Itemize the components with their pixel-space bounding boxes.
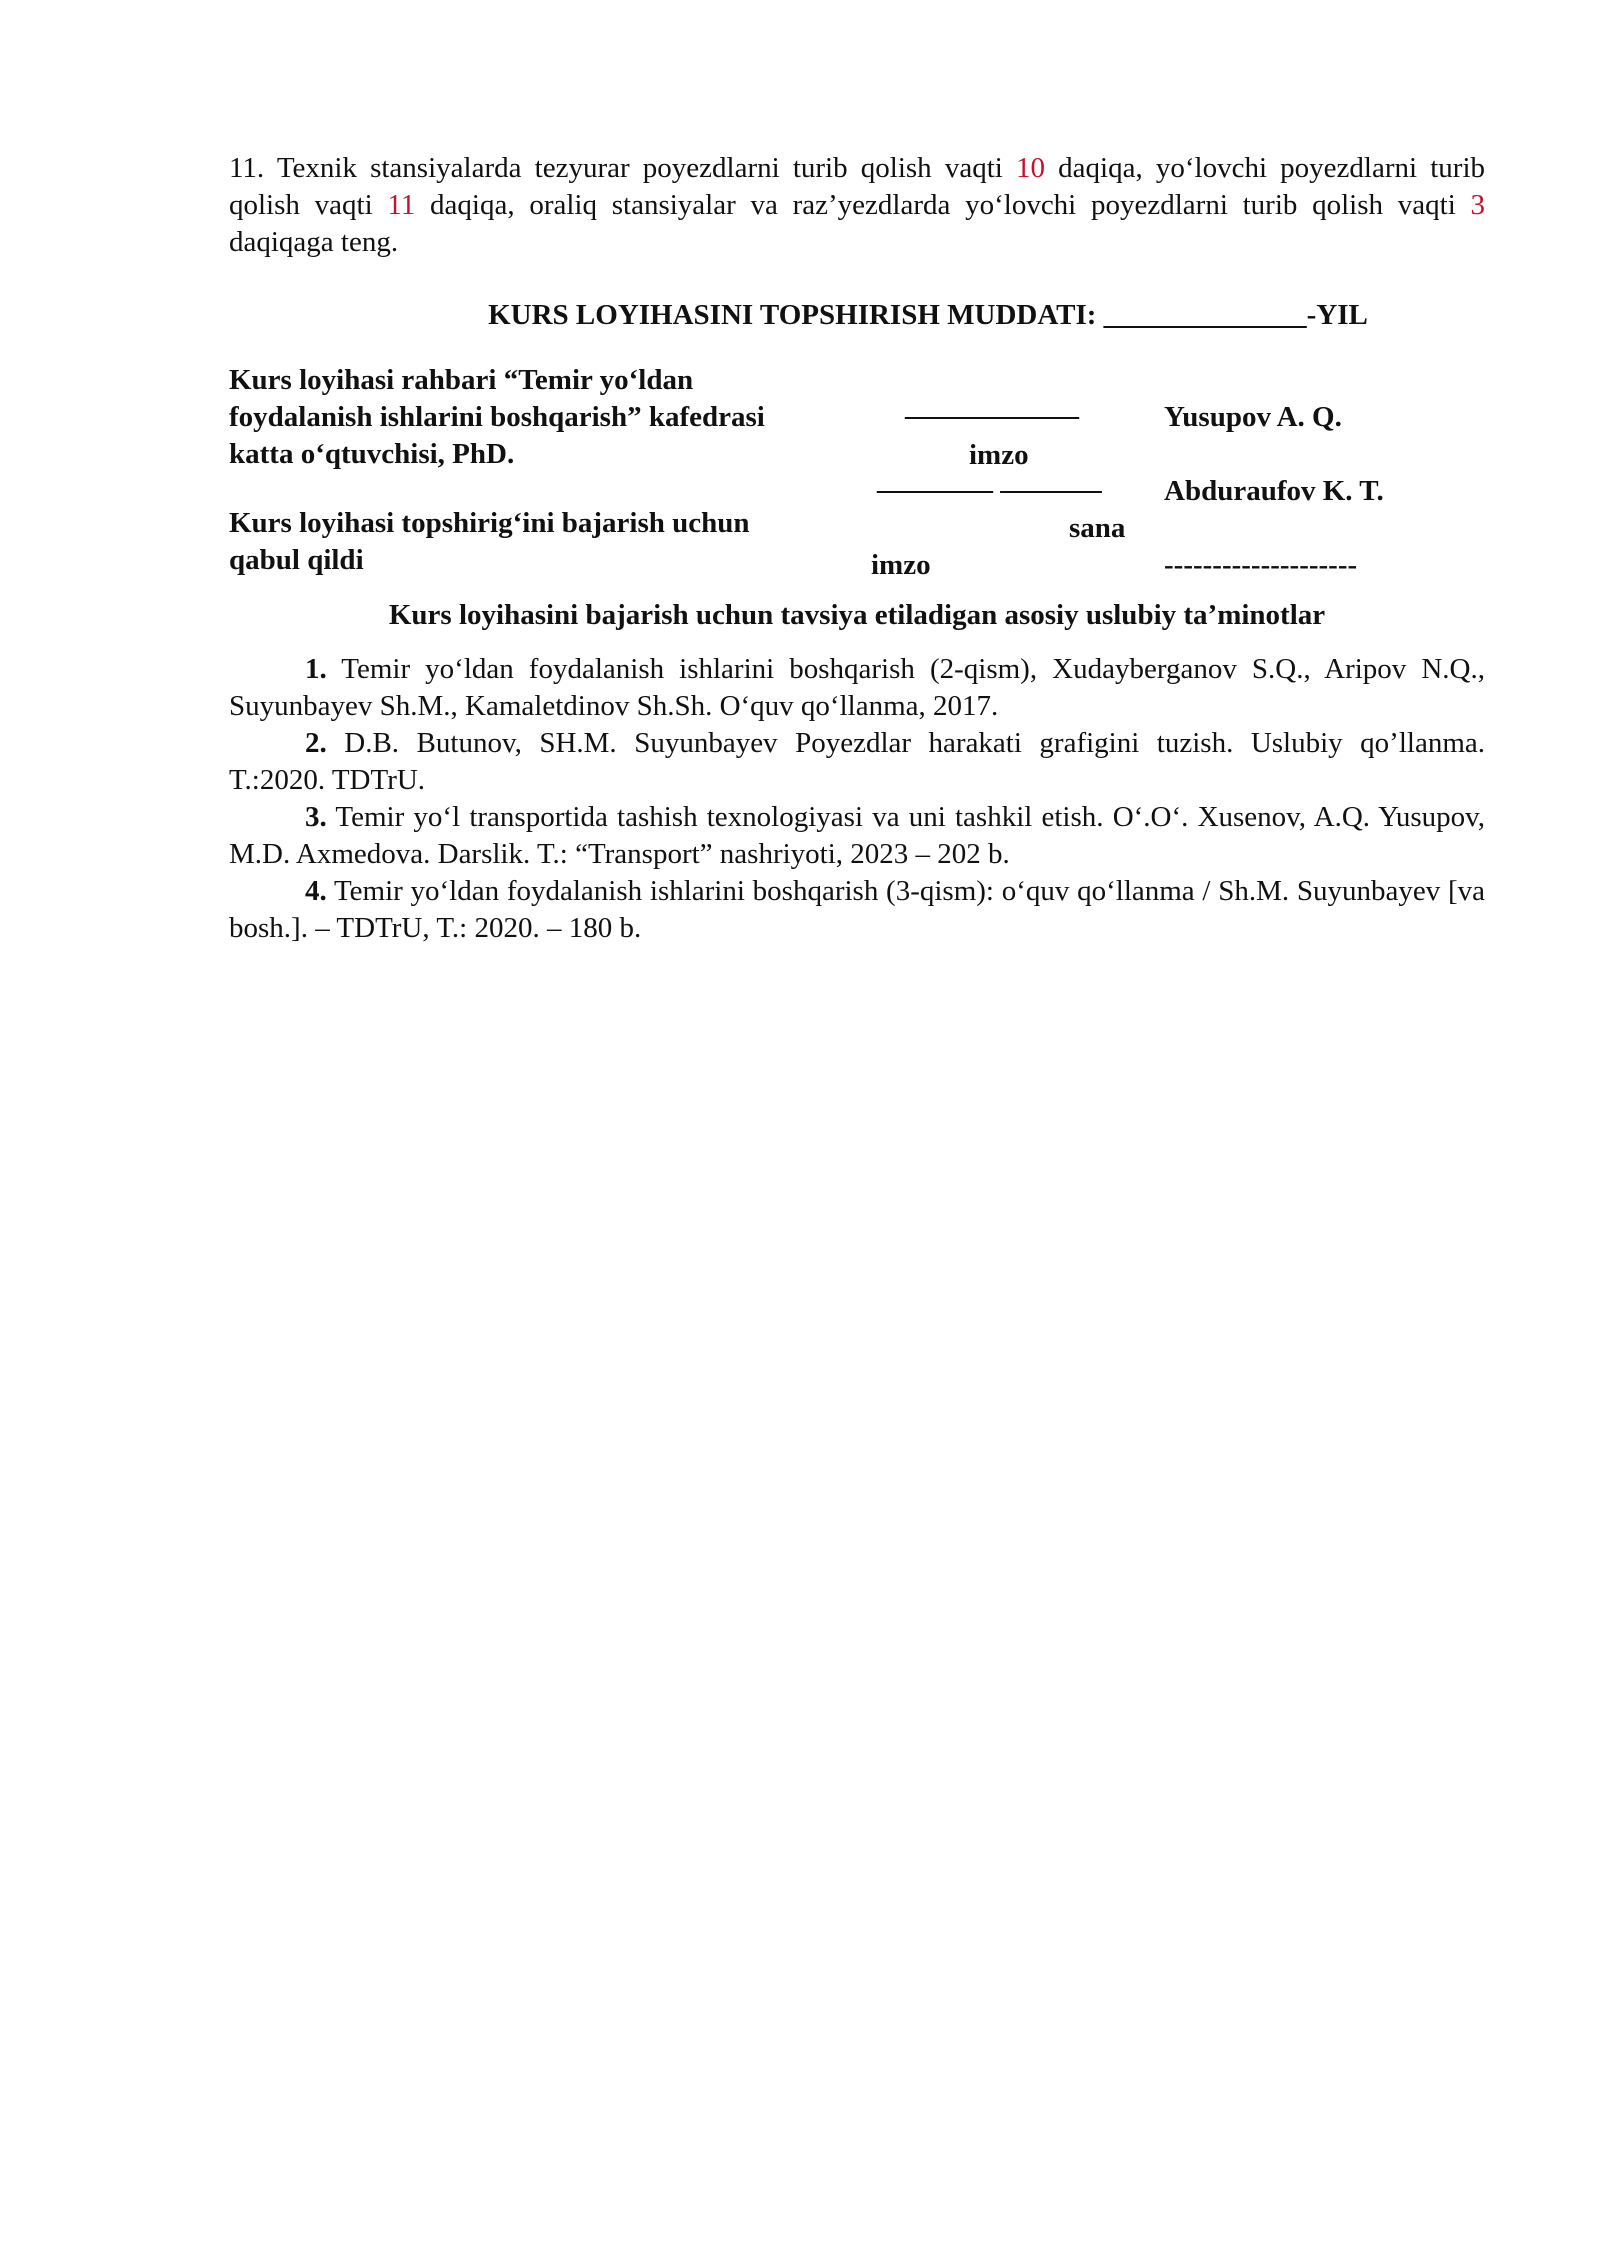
item-11-text: 11. Texnik stansiyalarda tezyurar poyezdlarni turib qolish vaqti bbox=[229, 152, 1016, 184]
reference-text: Temir yo‘ldan foydalanish ishlarini boshqarish (2-qism), Xudayberganov S.Q., Aripov N.Q., Suyunbayev Sh.M., Kamaletdinov Sh.Sh. O‘quv qo‘llanma, 2017. bbox=[229, 653, 1485, 722]
student-signature-line: ________ _______ bbox=[877, 464, 1102, 496]
references-list bbox=[229, 651, 1485, 947]
student-date-caption: sana bbox=[1069, 512, 1126, 544]
supervisor-title-line: foydalanish ishlarini boshqarish” kafedrasi bbox=[229, 401, 765, 433]
reference-number: 3. bbox=[305, 801, 327, 833]
student-title-line: Kurs loyihasi topshirig‘ini bajarish uchun bbox=[229, 507, 750, 539]
signature-block bbox=[229, 362, 1485, 597]
reference-item bbox=[229, 799, 1485, 873]
item-11-text: daqiqa, oraliq stansiyalar va raz’yezdlarda yo‘lovchi poyezdlarni turib qolish vaqti bbox=[415, 189, 1471, 221]
reference-text: Temir yo‘ldan foydalanish ishlarini boshqarish (3-qism): o‘quv qo‘llanma / Sh.M. Suyunbayev [va bosh.]. – TDTrU, T.: 2020. – 180 b. bbox=[229, 875, 1485, 944]
intermediate-dwell-time: 3 bbox=[1470, 189, 1485, 221]
deadline-label: KURS LOYIHASINI TOPSHIRISH MUDDATI: bbox=[488, 299, 1104, 331]
deadline-heading bbox=[229, 297, 1485, 334]
reference-number: 1. bbox=[305, 653, 327, 685]
reference-text: D.B. Butunov, SH.M. Suyunbayev Poyezdlar harakati grafigini tuzish. Uslubiy qo’llanma. T.:2020. TDTrU. bbox=[229, 727, 1485, 796]
student-dash-line: -------------------- bbox=[1164, 549, 1358, 581]
item-11-text: daqiqa, yo‘lovchi poyezdlarni turib qolish vaqti bbox=[229, 152, 1486, 221]
item-11-paragraph bbox=[229, 150, 1485, 261]
supervisor-name: Yusupov A. Q. bbox=[1164, 401, 1342, 433]
item-11-text: daqiqaga teng. bbox=[229, 226, 399, 258]
supervisor-title-line: Kurs loyihasi rahbari “Temir yo‘ldan bbox=[229, 364, 694, 396]
reference-number: 4. bbox=[305, 875, 327, 907]
reference-text: Temir yo‘l transportida tashish texnologiyasi va uni tashkil etish. O‘.O‘. Xusenov, A.Q. Yusupov, M.D. Axmedova. Darslik. T.: “Transport” nashriyoti, 2023 – 202 b. bbox=[229, 801, 1485, 870]
student-signature-caption: imzo bbox=[871, 549, 931, 581]
reference-item bbox=[229, 873, 1485, 947]
supervisor-signature-line: ____________ bbox=[905, 390, 1079, 422]
deadline-suffix: -YIL bbox=[1306, 299, 1368, 331]
supervisor-signature-caption: imzo bbox=[969, 439, 1029, 471]
deadline-blank: ______________ bbox=[1103, 299, 1307, 331]
student-name: Abduraufov K. T. bbox=[1164, 475, 1384, 507]
passenger-dwell-time: 11 bbox=[387, 189, 416, 221]
document-page bbox=[229, 150, 1485, 947]
reference-number: 2. bbox=[305, 727, 327, 759]
express-dwell-time: 10 bbox=[1016, 152, 1045, 184]
reference-item bbox=[229, 725, 1485, 799]
supervisor-title-line: katta o‘qtuvchisi, PhD. bbox=[229, 438, 515, 470]
student-title-line: qabul qildi bbox=[229, 544, 364, 576]
references-heading: Kurs loyihasini bajarish uchun tavsiya etiladigan asosiy uslubiy ta’minotlar bbox=[388, 599, 1326, 631]
reference-item bbox=[229, 651, 1485, 725]
